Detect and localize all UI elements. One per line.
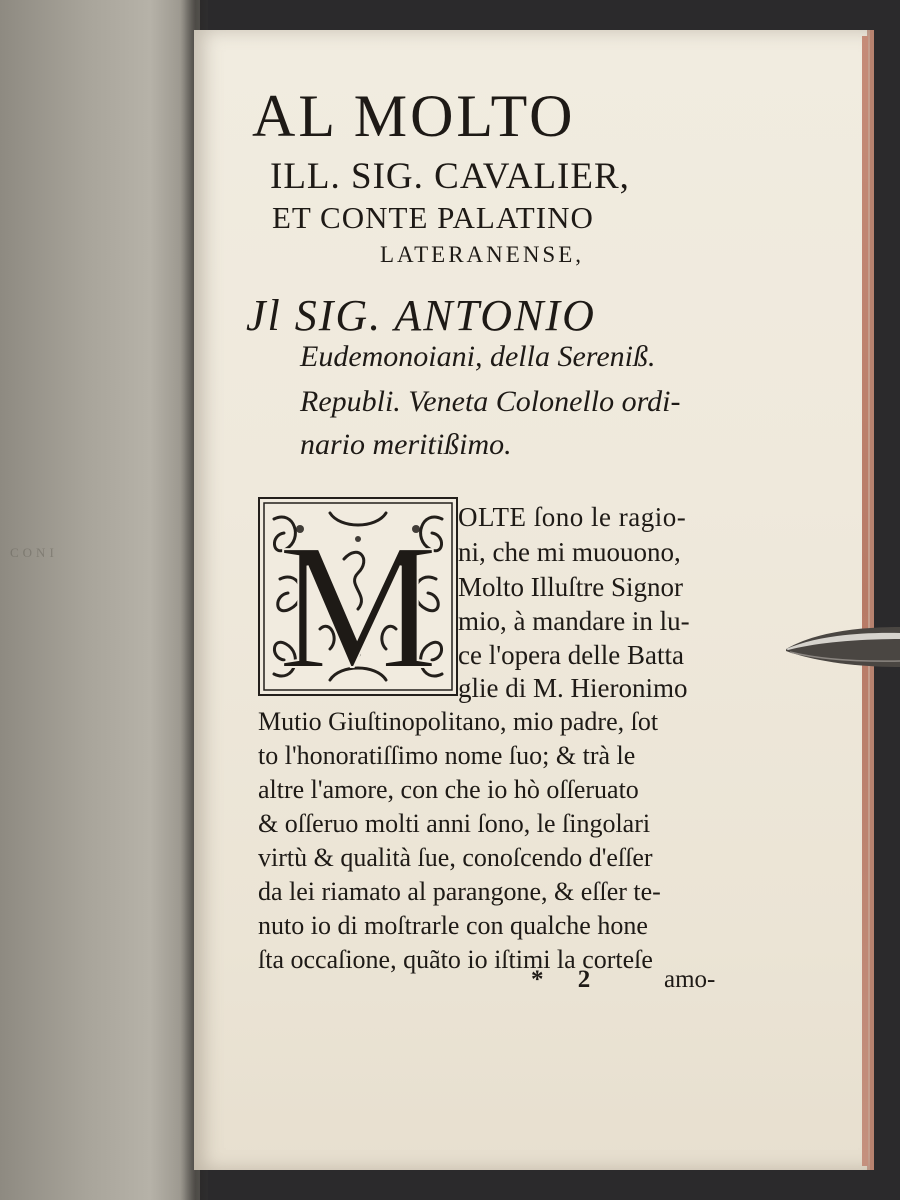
- body-line-6: glie di M. Hieronimo: [458, 673, 688, 703]
- catchword: amo-: [664, 966, 716, 993]
- dedicatee-line-2: Eudemonoiani, della Sereniß.: [300, 340, 656, 373]
- decorated-initial: [258, 497, 458, 696]
- facing-page-show-through: CONI: [10, 545, 58, 560]
- dedicatee-name-line: Jl SIG. ANTONIO: [246, 291, 596, 340]
- body-line-3: Molto Illuſtre Signor: [458, 572, 683, 602]
- body-line-14: ſta occaſione, quãto io iſtimi la corteſe: [258, 945, 653, 974]
- body-line-9: altre l'amore, con che io hò oſſeruato: [258, 775, 639, 804]
- body-line-10: & oſſeruo molti anni ſono, le ſingolari: [258, 809, 651, 838]
- red-page-edge: [862, 36, 868, 1166]
- heading-line-2: ILL. SIG. CAVALIER,: [270, 156, 630, 197]
- body-line-12: da lei riamato al parangone, & eſſer te-: [258, 877, 661, 906]
- left-facing-page: [0, 0, 200, 1200]
- heading-line-3: ET CONTE PALATINO: [272, 200, 594, 235]
- body-line-2: ni, che mi muouono,: [458, 537, 681, 567]
- heading-line-1: AL MOLTO: [252, 83, 576, 149]
- body-line-4: mio, à mandare in lu-: [458, 606, 690, 636]
- dedicatee-line-3: Republi. Veneta Colonello ordi-: [300, 385, 681, 418]
- heading-line-4: LATERANENSE,: [380, 242, 585, 267]
- body-line-13: nuto io di moſtrarle con qualche hone: [258, 911, 648, 940]
- signature-mark: * 2: [531, 966, 605, 993]
- body-line-1: OLTE ſono le ragio-: [458, 502, 687, 532]
- body-line-5: ce l'opera delle Batta: [458, 640, 684, 670]
- foliage-ornament-icon: [260, 499, 456, 694]
- body-line-11: virtù & qualità ſue, conoſcendo d'eſſer: [258, 843, 653, 872]
- dedicatee-line-4: nario meritißimo.: [300, 428, 512, 461]
- letter-opener-blade: [784, 615, 900, 675]
- body-line-8: to l'honoratiſſimo nome ſuo; & trà le: [258, 741, 636, 770]
- body-line-7: Mutio Giuſtinopolitano, mio padre, ſot: [258, 707, 659, 736]
- drop-cap-letter: M: [277, 507, 439, 694]
